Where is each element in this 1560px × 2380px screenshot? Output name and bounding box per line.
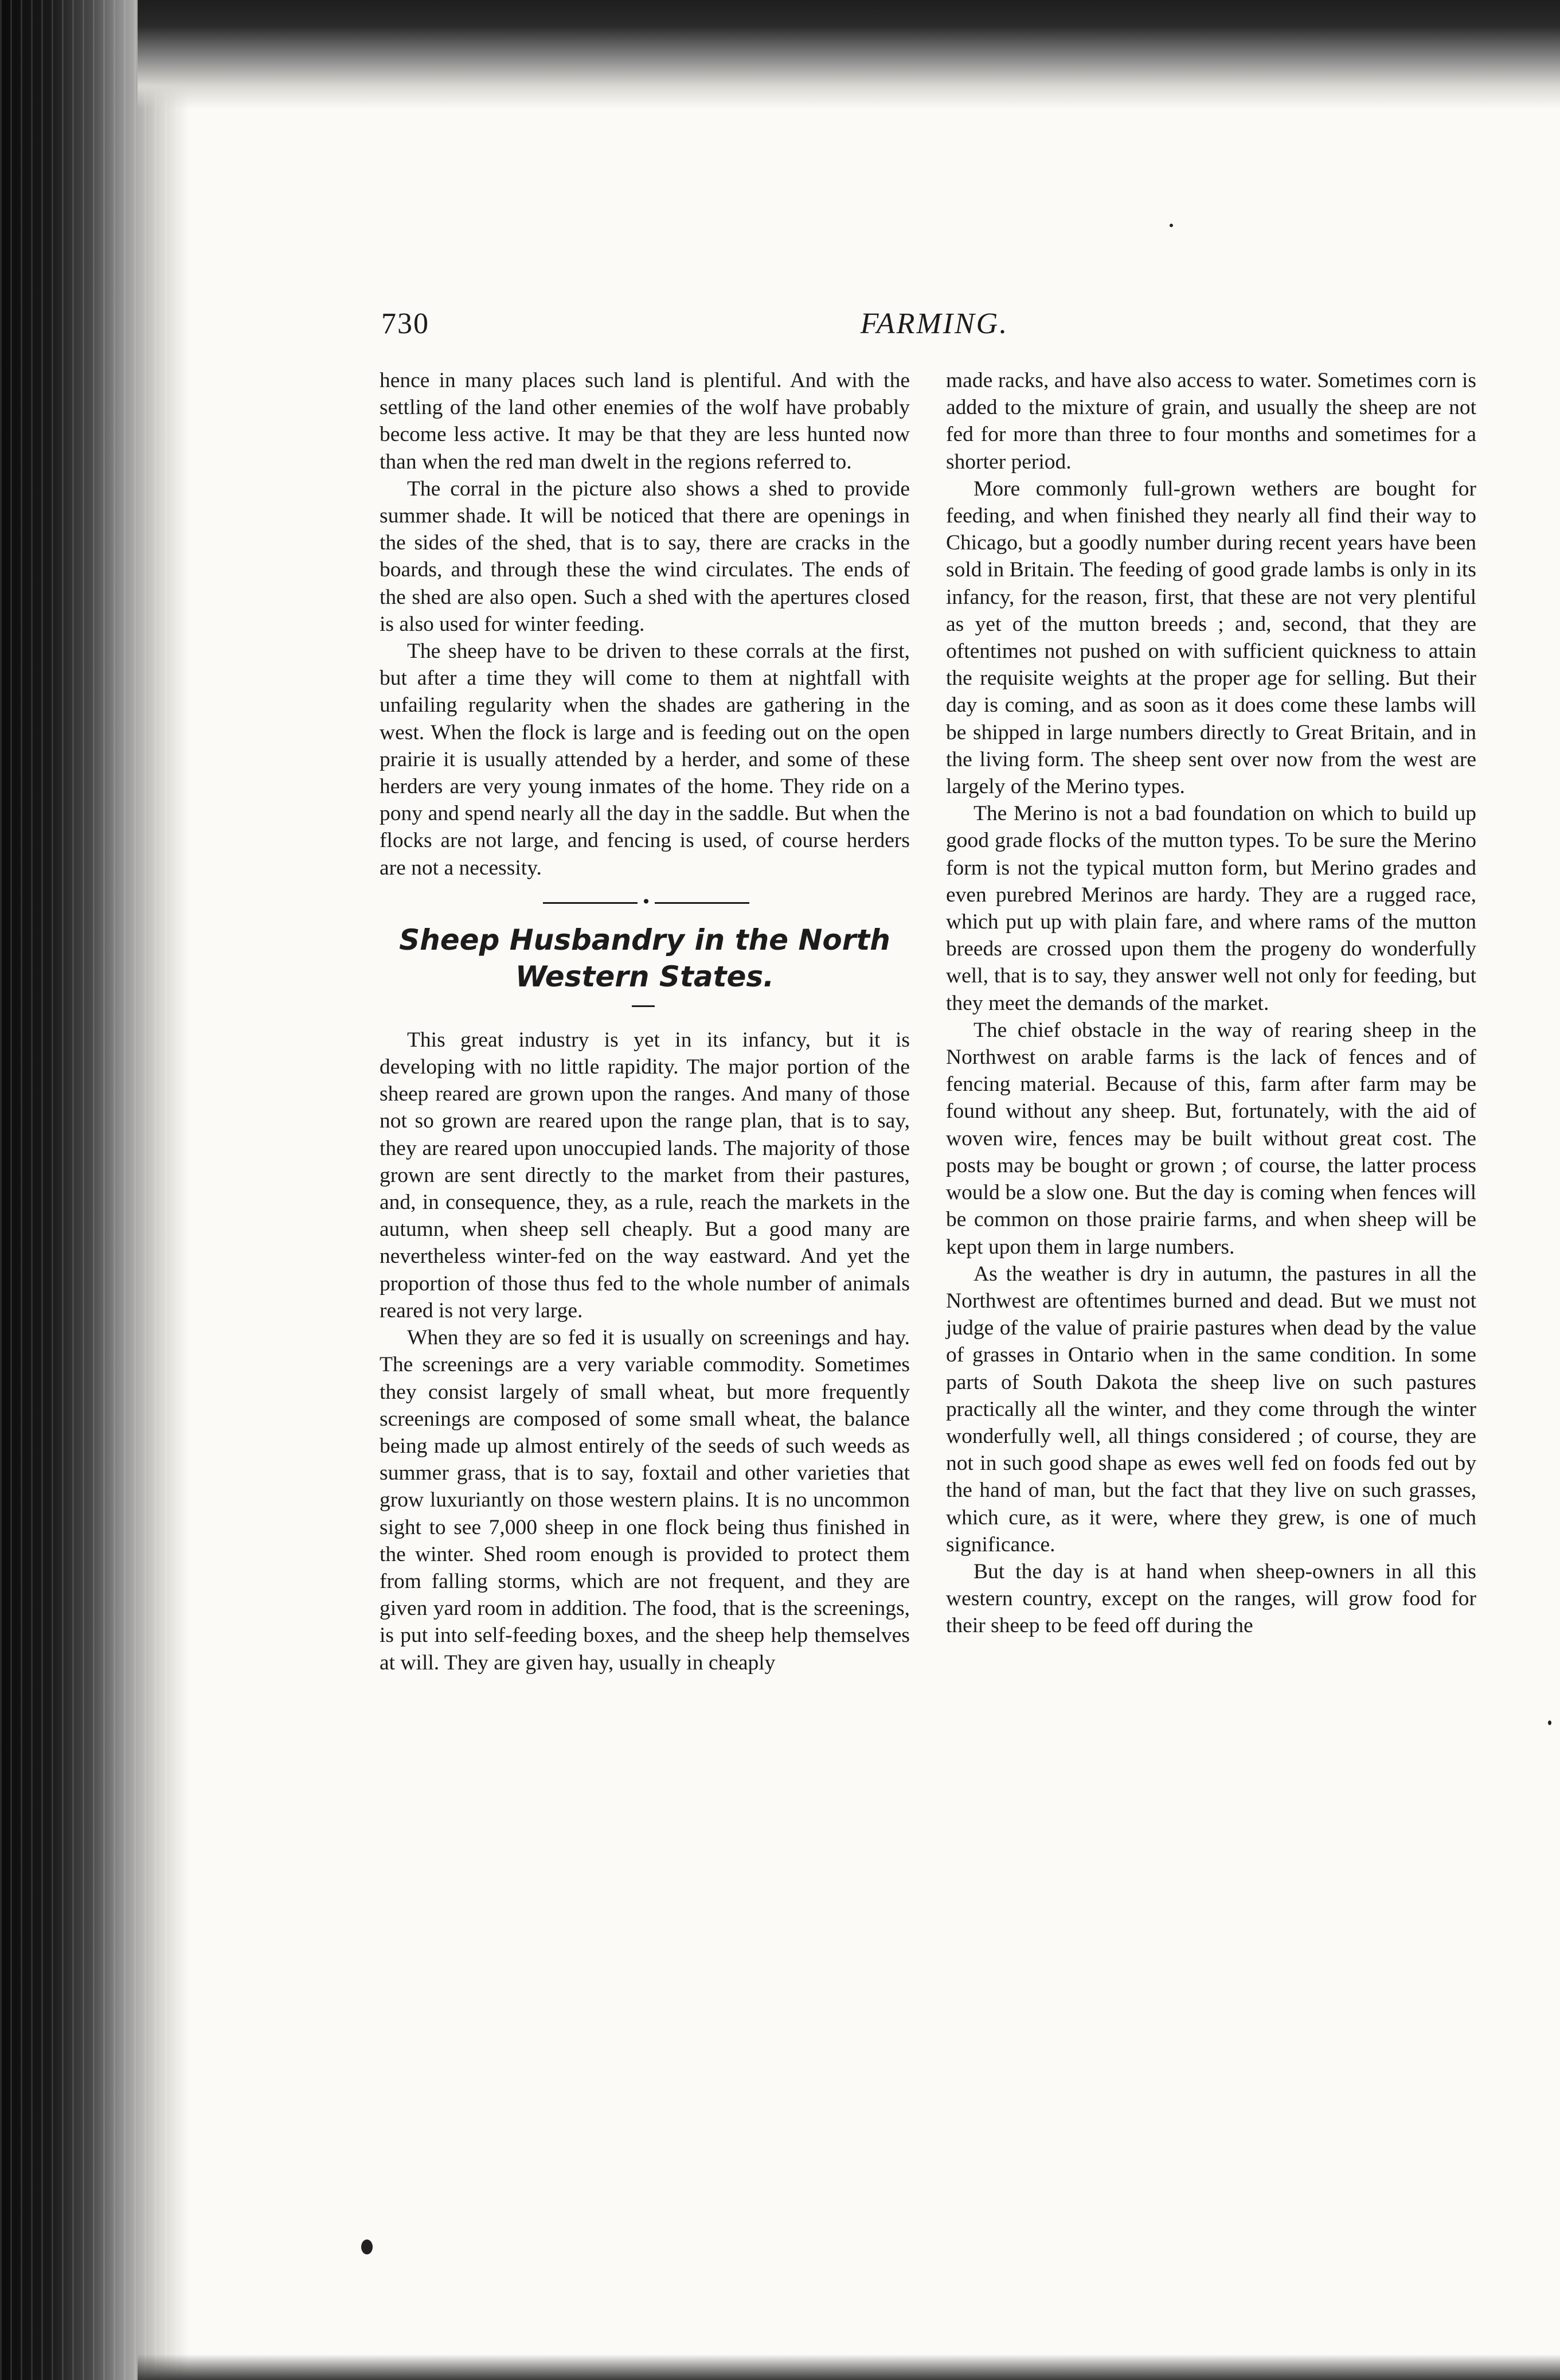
top-page-edge (138, 0, 1560, 109)
page-header (381, 307, 1488, 358)
paragraph: More commonly full-grown wethers are bought for feeding, and when finished they nearly all find their way to Chicago, but a goodly number during recent years have been sold in Britain. The feeding of good grade lambs is only in its infancy, for the reason, first, that these are not very plentiful as yet of the mutton breeds ; and, second, that they are oftentimes not pushed on with sufficient quickness to attain the requisite weights at the proper age for selling. But their day is coming, and as soon as it does come these lambs will be shipped in large numbers directly to Great Britain, and in the living form. The sheep sent over now from the west are largely of the Merino types. (946, 477, 1476, 799)
left-column (380, 367, 910, 1676)
paragraph: hence in many places such land is plentiful. And with the settling of the land other enemies of the wolf have probably become less active. It may be that they are less hunted now than when the red man dwelt in the regions referred to. (380, 369, 910, 474)
scan-speck (361, 2239, 373, 2254)
title-rule (380, 995, 910, 1027)
paragraph: When they are so fed it is usually on screenings and hay. The screenings are a very variable commodity. Sometimes they consist largely of small wheat, but more frequently screenings are composed of some small wheat, the balance being made up almost entirely of the seeds of such weeds as summer grass, that is to say, foxtail and other varieties that grow luxuriantly on those western plains. It is no uncommon sight to see 7,000 sheep in one flock being thus finished in the winter. Shed room enough is provided to protect them from falling storms, which are not frequent, and they are given yard room in addition. The food, that is the screenings, is put into self-feeding boxes, and the sheep help themselves at will. They are given hay, usually in cheaply (380, 1326, 910, 1675)
article-title (380, 922, 910, 995)
paragraph: The sheep have to be driven to these corrals at the first, but after a time they will come to them at nightfall with unfailing regularity when the shades are gathering in the west. When the flock is large and is feeding out on the open prairie it is usually attended by a herder, and some of these herders are very young inmates of the home. They ride on a pony and spend nearly all the day in the saddle. But when the flocks are not large, and fencing is used, of course herders are not a necessity. (380, 639, 910, 880)
running-title: FARMING. (860, 307, 1009, 340)
paragraph: The corral in the picture also shows a shed to provide summer shade. It will be noticed that there are openings in the sides of the shed, that is to say, there are cracks in the boards, and through these the wind circulates. The ends of the shed are also open. Such a shed with the apertures closed is also used for winter feeding. (380, 477, 910, 636)
article-title-line1: Sheep Husbandry in the North (399, 923, 890, 957)
paragraph: But the day is at hand when sheep-owners in all this western country, except on the ranges, will grow food for their sheep to be feed off during the (946, 1559, 1476, 1638)
divider-ornament: • (638, 896, 655, 908)
bottom-page-edge (138, 2354, 1560, 2380)
paragraph: The Merino is not a bad foundation on which to build up good grade flocks of the mutton types. To be sure the Merino form is not the typical mutton form, but Merino grades and even purebred Merinos are hardy. They are a rugged race, which put up with plain fare, and where rams of the mutton breeds are crossed upon them the progeny do wonderfully well, that is to say, they answer well not only for feeding, but they meet the demands of the market. (946, 802, 1476, 1015)
article-title-line2: Western States. (515, 959, 775, 993)
paragraph: made racks, and have also access to water. Sometimes corn is added to the mixture of grain, and usually the sheep are not fed for more than three to four months and sometimes for a shorter period. (946, 369, 1476, 474)
scan-speck (1170, 224, 1173, 227)
section-divider (380, 881, 910, 922)
right-column (946, 367, 1476, 1640)
paragraph: As the weather is dry in autumn, the pastures in all the Northwest are oftentimes burned and dead. But we must not judge of the value of prairie pastures when dead by the value of grasses in Ontario when in the same condition. In some parts of South Dakota the sheep live on such pastures practically all the winter, and they come through the winter wonderfully well, all things considered ; of course, they are not in such good shape as ewes well fed on foods fed out by the hand of man, but the fact that they live on such grasses, which cure, as it were, where they grew, is one of much significance. (946, 1262, 1476, 1556)
paragraph: This great industry is yet in its infancy, but it is developing with no little rapidity. The major portion of the sheep reared are grown upon the ranges. And many of those not so grown are reared upon the range plan, that is to say, they are reared upon unoccupied lands. The majority of those grown are sent directly to the market from their pastures, and, in consequence, they, as a rule, reach the markets in the autumn, when sheep sell cheaply. But a good many are nevertheless winter-fed on the way eastward. And yet the proportion of those thus fed to the whole number of animals reared is not very large. (380, 1028, 910, 1322)
scan-speck (1548, 1720, 1551, 1725)
binding-texture (0, 0, 189, 2380)
page-number: 730 (381, 307, 429, 340)
paragraph: The chief obstacle in the way of rearing sheep in the Northwest on arable farms is the lack of fences and of fencing material. Because of this, farm after farm may be found without any sheep. But, fortunately, with the aid of woven wire, fences may be built without great cost. The posts may be bought or grown ; of course, the latter process would be a slow one. But the day is coming when fences will be common on those prairie farms, and when sheep will be kept upon them in large numbers. (946, 1018, 1476, 1259)
